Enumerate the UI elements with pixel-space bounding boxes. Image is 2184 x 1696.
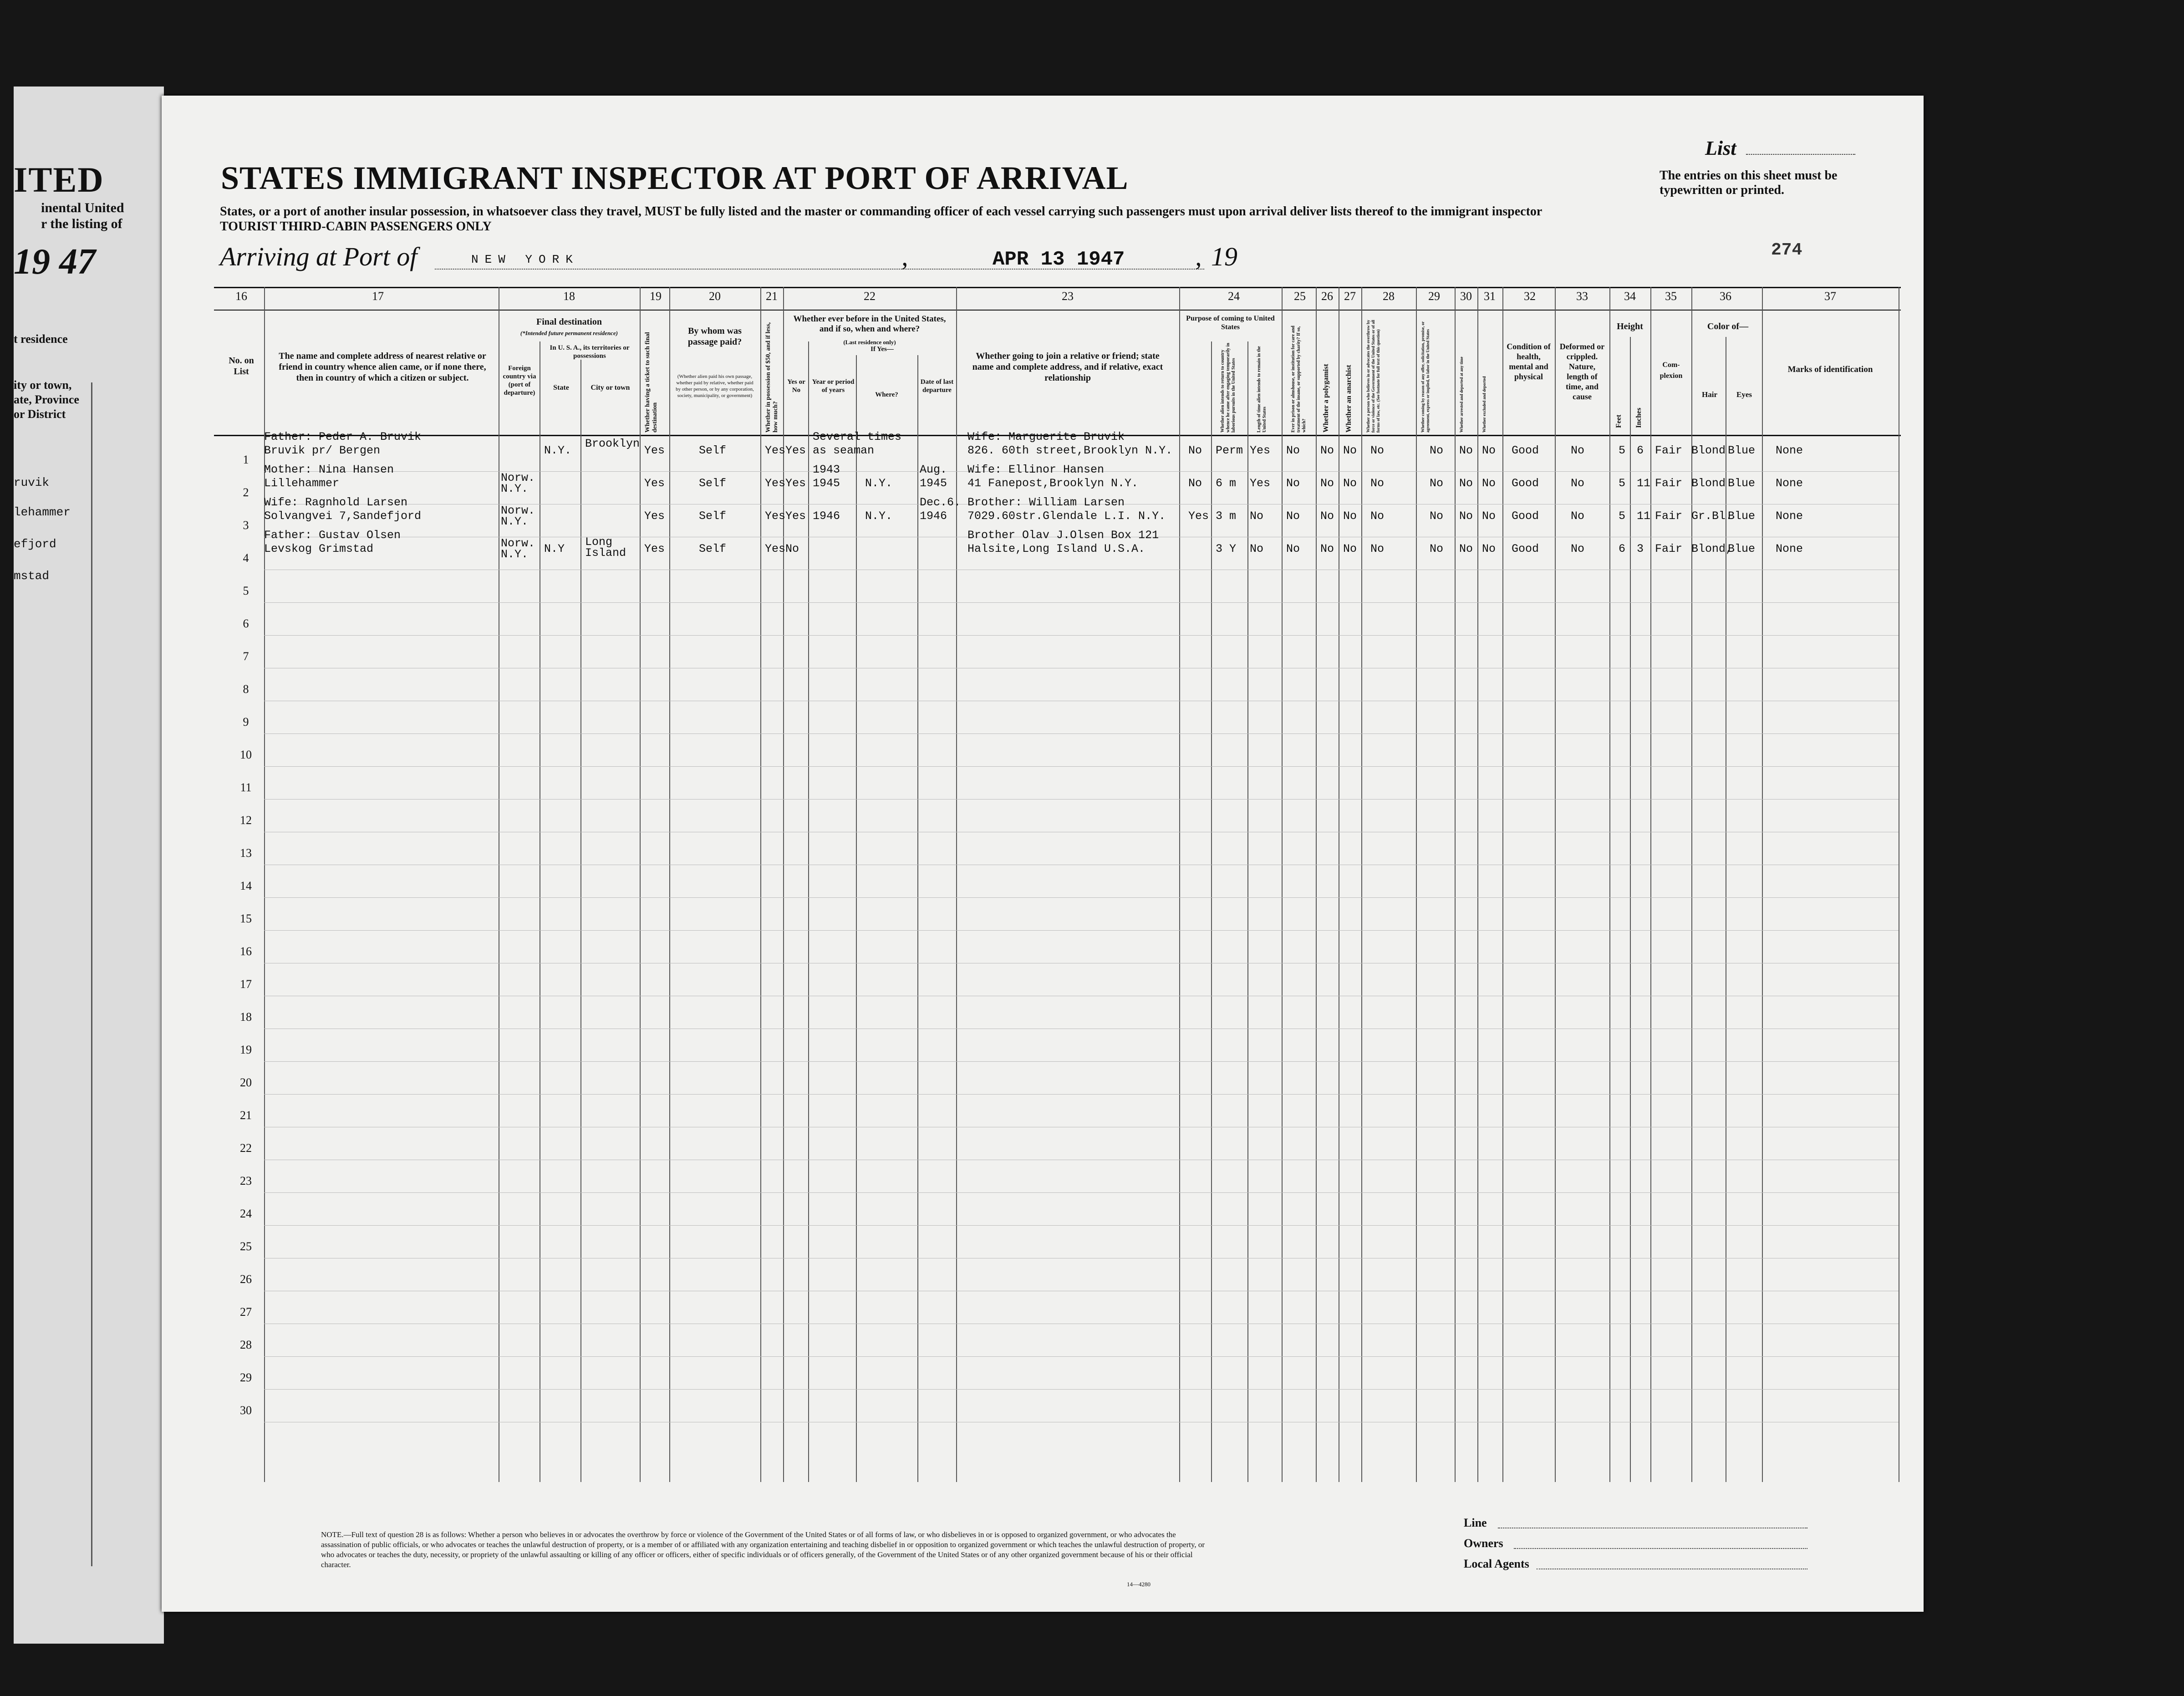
header-polygamist: Whether a polygamist [1322, 364, 1330, 433]
colnum-29: 29 [1428, 290, 1440, 303]
row-number: 23 [240, 1174, 252, 1187]
colnum-20: 20 [709, 290, 721, 303]
cell-foreign2: N.Y. [501, 515, 529, 528]
header-city: City or town [591, 384, 630, 392]
cell-relative2: Lillehammer [264, 477, 340, 490]
cell-where: N.Y. [865, 477, 893, 490]
left-residence-4: mstad [14, 569, 50, 583]
row-number: 18 [240, 1010, 252, 1024]
row-number: 1 [243, 453, 249, 466]
cell-c31: No [1482, 509, 1496, 523]
cell-hair: Blond [1691, 477, 1726, 490]
cell-join1: Brother Olav J.Olsen Box 121 [967, 529, 1159, 542]
cell-city: Brooklyn [585, 437, 640, 450]
colnum-30: 30 [1460, 290, 1472, 303]
col-divider [1179, 287, 1180, 1482]
row-rule [264, 897, 1899, 898]
form-code: 14—4280 [1127, 1581, 1151, 1588]
manifest-page [162, 96, 1924, 1612]
row-number: 10 [240, 748, 252, 761]
header-passage-note: (Whether alien paid his own passage, whether paid by relative, whether paid by other person, or by any corporation, society, municipality, or government) [676, 374, 754, 398]
cell-prison: No [1286, 509, 1300, 523]
colnum-28: 28 [1383, 290, 1395, 303]
cell-c29: No [1430, 444, 1444, 457]
row-number: 24 [240, 1207, 252, 1220]
colnum-34: 34 [1624, 290, 1636, 303]
col-divider [580, 360, 581, 1482]
header-final-destination: Final destination [536, 317, 602, 327]
header-col29: Whether coming by reason of any offer, solicitation, promise, or agreement, express or implied, to labor in the United States [1420, 321, 1430, 433]
cell-complexion: Fair [1655, 477, 1683, 490]
colnum-37: 37 [1824, 290, 1836, 303]
manifest-table [214, 287, 1901, 1482]
cell-c29: No [1430, 509, 1444, 523]
row-number: 4 [243, 551, 249, 565]
left-residence-header: t residence [14, 332, 68, 346]
cell-relative1: Father: Peder A. Bruvik [264, 430, 422, 443]
col-divider [1247, 341, 1248, 1482]
owners-field [1514, 1548, 1807, 1549]
col-divider [1555, 287, 1556, 1482]
cell-feet: 5 [1619, 477, 1626, 490]
header-if-yes: If Yes— [871, 346, 894, 353]
header-purpose: Purpose of coming to United States [1186, 315, 1275, 331]
cell-c31: No [1482, 542, 1496, 555]
colnum-35: 35 [1665, 290, 1677, 303]
cell-period2: as seaman [813, 444, 875, 457]
row-number: 16 [240, 945, 252, 958]
cell-poly: No [1320, 444, 1334, 457]
row-number: 12 [240, 814, 252, 827]
header-col30: Whether arrested and deported at any time [1459, 357, 1464, 433]
cell-eyes: Blue [1728, 509, 1756, 523]
cell-ticket: Yes [644, 444, 665, 457]
cell-anar: No [1343, 509, 1357, 523]
left-page-fragment [14, 87, 164, 1644]
cell-p-a: No [1188, 477, 1202, 490]
owners-label: Owners [1464, 1537, 1503, 1550]
col-divider [669, 287, 670, 1482]
colnum-16: 16 [235, 290, 247, 303]
cell-join1: Wife: Ellinor Hansen [967, 463, 1105, 476]
left-residence-1: ruvik [14, 476, 50, 489]
cell-inches: 11 [1637, 477, 1651, 490]
cell-inches: 11 [1637, 509, 1651, 523]
header-relative-abroad: The name and complete address of nearest relative or friend in country whence alien came, or if none there, then in country of which a citizen or subject. [279, 351, 486, 383]
row-number: 21 [240, 1109, 252, 1122]
cell-fifty: Yes [765, 477, 786, 490]
header-health: Condition of health, mental and physical [1507, 342, 1551, 381]
header-ticket: Whether having a ticket to such final destination [644, 332, 658, 433]
cell-c28: No [1370, 444, 1385, 457]
row-number: 29 [240, 1371, 252, 1384]
row-number: 26 [240, 1273, 252, 1286]
tourist-class-line: TOURIST THIRD-CABIN PASSENGERS ONLY [220, 219, 492, 234]
cell-anar: No [1343, 477, 1357, 490]
row-number: 20 [240, 1076, 252, 1089]
colnum-22: 22 [864, 290, 876, 303]
col-divider [1361, 287, 1362, 1482]
cell-eyes: Blue [1728, 542, 1756, 555]
cell-city2: Island [585, 546, 626, 560]
colnum-21: 21 [766, 290, 778, 303]
colnum-33: 33 [1576, 290, 1588, 303]
cell-relative2: Levskog Grimstad [264, 542, 374, 555]
cell-c30: No [1459, 509, 1473, 523]
cell-depart1: Aug. [920, 463, 947, 476]
header-deformed: Deformed or crippled. Nature, length of time, and cause [1559, 342, 1605, 401]
header-foreign-country: Foreign country via (port of departure) [503, 365, 536, 397]
header-where: Where? [875, 391, 898, 398]
row-number: 7 [243, 650, 249, 663]
cell-join1: Brother: William Larsen [967, 496, 1125, 509]
row-number: 5 [243, 584, 249, 597]
row-number: 3 [243, 519, 249, 532]
colnum-25: 25 [1294, 290, 1306, 303]
colnum-17: 17 [372, 290, 384, 303]
colnum-rule [214, 310, 1901, 311]
colnum-24: 24 [1228, 290, 1240, 303]
local-agents-label: Local Agents [1464, 1557, 1529, 1570]
row-rule [264, 766, 1899, 767]
cell-relative1: Father: Gustav Olsen [264, 529, 401, 542]
cell-marks: None [1776, 509, 1803, 523]
row-number: 9 [243, 715, 249, 728]
cell-eyes: Blue [1728, 477, 1756, 490]
row-number: 25 [240, 1240, 252, 1253]
cell-p-c: No [1250, 509, 1264, 523]
cell-marks: None [1776, 444, 1803, 457]
header-inches: Inches [1635, 407, 1643, 428]
col-divider [1691, 287, 1692, 1482]
colnum-31: 31 [1484, 290, 1496, 303]
cell-depart2: 1946 [920, 509, 947, 523]
left-residence-2: lehammer [14, 505, 71, 519]
header-state: State [553, 384, 569, 392]
cell-fifty: Yes [765, 509, 786, 523]
cell-relative1: Mother: Nina Hansen [264, 463, 394, 476]
cell-ticket: Yes [644, 542, 665, 555]
header-hair: Hair [1702, 390, 1717, 399]
table-top-rule [214, 287, 1901, 288]
cell-p-a: No [1188, 444, 1202, 457]
cell-depart2: 1945 [920, 477, 947, 490]
col-divider [640, 287, 641, 1482]
cell-foreign2: N.Y. [501, 482, 529, 495]
colnum-32: 32 [1524, 290, 1536, 303]
header-purpose-b: Length of time alien intends to remain in the United States [1257, 346, 1267, 433]
cell-c28: No [1370, 542, 1385, 555]
cell-feet: 5 [1619, 444, 1626, 457]
header-ever-before: Whether ever before in the United States, and if so, when and where? [793, 314, 946, 334]
cell-c28: No [1370, 509, 1385, 523]
cell-period2: 1946 [813, 509, 840, 523]
comma-1: , [901, 242, 908, 271]
col-divider [783, 287, 784, 1482]
cell-deformed: No [1571, 477, 1585, 490]
date-line [917, 269, 1204, 270]
row-rule [264, 635, 1899, 636]
row-rule [264, 1356, 1899, 1357]
cell-relative1: Wife: Ragnhold Larsen [264, 496, 408, 509]
instructions: The entries on this sheet must be typewritten or printed. [1660, 168, 1838, 197]
list-number-line [1746, 154, 1855, 155]
col-divider [760, 287, 761, 1482]
row-number: 28 [240, 1338, 252, 1351]
cell-p-b: 3 Y [1216, 542, 1237, 555]
cell-c31: No [1482, 444, 1496, 457]
colnum-26: 26 [1321, 290, 1333, 303]
cell-health: Good [1512, 444, 1539, 457]
page-title: STATES IMMIGRANT INSPECTOR AT PORT OF ARRIVAL [221, 160, 1129, 196]
cell-eyes: Blue [1728, 444, 1756, 457]
cell-p-c: No [1250, 542, 1264, 555]
row-number: 22 [240, 1141, 252, 1155]
row-rule [264, 930, 1899, 931]
cell-period2: 1945 [813, 477, 840, 490]
colnum-23: 23 [1062, 290, 1074, 303]
cell-state: N.Y [544, 542, 565, 555]
cell-relative2: Solvangvei 7,Sandefjord [264, 509, 422, 523]
cell-join2: 826. 60th street,Brooklyn N.Y. [967, 444, 1173, 457]
list-label: List [1705, 137, 1736, 159]
cell-hair: Blond, [1691, 542, 1733, 555]
header-fifty-dollars: Whether in possession of $50, and if less, how much? [765, 322, 779, 433]
cell-foreign: Norw. [501, 537, 535, 550]
row-rule [264, 733, 1899, 734]
cell-poly: No [1320, 477, 1334, 490]
row-number: 30 [240, 1404, 252, 1417]
cell-prison: No [1286, 477, 1300, 490]
cell-c30: No [1459, 542, 1473, 555]
cell-complexion: Fair [1655, 509, 1683, 523]
row-number: 17 [240, 978, 252, 991]
cell-hair: Gr.Bl. [1691, 509, 1733, 523]
header-feet: Feet [1615, 414, 1623, 428]
arrival-date-stamp: APR 13 1947 [993, 248, 1125, 271]
col-divider [1282, 287, 1283, 1482]
cell-feet: 6 [1619, 542, 1626, 555]
page-subtitle: States, or a port of another insular possession, in whatsoever class they travel, MUST be fully listed and the master or commanding officer of each vessel carrying such passengers must upon arrival deliver lists thereof to the immigrant inspector [220, 204, 1543, 219]
cell-complexion: Fair [1655, 444, 1683, 457]
cell-period1: Several times [813, 430, 902, 443]
header-yes-no: Yes or No [787, 378, 805, 394]
row-number: 19 [240, 1043, 252, 1056]
cell-c28: No [1370, 477, 1385, 490]
header-height: Height [1617, 321, 1643, 331]
header-prison: Ever in prison or almshouse, or institution for care and treatment of the insane, or supported by charity? If so, which? [1291, 326, 1307, 433]
cell-p-b: 6 m [1216, 477, 1237, 490]
row-rule [264, 1192, 1899, 1193]
left-page-year: 19 47 [14, 242, 96, 282]
row-number: 2 [243, 486, 249, 499]
col-divider [1316, 287, 1317, 1482]
header-col28: Whether a person who believes in or advocates the overthrow by force or violence of the Government of the United States or of all forms of law, etc. (See footnote for full text of this question) [1366, 320, 1380, 433]
row-rule [264, 602, 1899, 603]
arriving-label: Arriving at Port of [220, 242, 417, 271]
cell-deformed: No [1571, 509, 1585, 523]
cell-p-b: 3 m [1216, 509, 1237, 523]
header-eyes: Eyes [1736, 390, 1752, 399]
cell-c30: No [1459, 444, 1473, 457]
cell-where: N.Y. [865, 509, 893, 523]
row-rule [264, 799, 1899, 800]
cell-city: Long [585, 535, 613, 549]
header-last-residence-only: (Last residence only) [843, 339, 896, 346]
col-divider [856, 355, 857, 1482]
col-divider [956, 287, 957, 1482]
cell-c29: No [1430, 477, 1444, 490]
cell-inches: 3 [1637, 542, 1644, 555]
left-residence-3: efjord [14, 537, 56, 551]
cell-anar: No [1343, 444, 1357, 457]
left-page-title: ITED [14, 160, 104, 199]
cell-prison: No [1286, 542, 1300, 555]
cell-paid: Self [699, 477, 727, 490]
cell-depart1: Dec.6. [920, 496, 961, 509]
cell-hair: Blond [1691, 444, 1726, 457]
header-year-period: Year or period of years [812, 378, 855, 394]
col-divider [1609, 287, 1610, 1482]
cell-c29: No [1430, 542, 1444, 555]
row-rule [264, 1389, 1899, 1390]
cell-health: Good [1512, 477, 1539, 490]
row-number: 15 [240, 912, 252, 925]
left-page-subtitle-2: r the listing of [41, 216, 122, 231]
cell-foreign2: N.Y. [501, 548, 529, 561]
port-of-arrival: NEW YORK [471, 253, 579, 266]
col-divider [1455, 287, 1456, 1482]
header-in-usa: In U. S. A., its territories or possessions [550, 344, 630, 360]
cell-paid: Self [699, 542, 727, 555]
left-column-divider [91, 382, 92, 1566]
row-number: 11 [240, 781, 252, 794]
cell-join2: 41 Fanepost,Brooklyn N.Y. [967, 477, 1139, 490]
col-divider [1630, 337, 1631, 1482]
cell-before: Yes [785, 444, 806, 457]
col-divider [1477, 287, 1478, 1482]
left-page-subtitle-1: inental United [41, 200, 124, 215]
cell-anar: No [1343, 542, 1357, 555]
row-number: 8 [243, 682, 249, 696]
comma-2: , [1195, 242, 1202, 271]
row-rule [264, 1225, 1899, 1226]
header-complexion: Com-plexion [1660, 361, 1683, 380]
cell-paid: Self [699, 509, 727, 523]
header-anarchist: Whether an anarchist [1345, 365, 1353, 433]
footnote: NOTE.—Full text of question 28 is as follows: Whether a person who believes in or advocates the overthrow by force or violence of the Government of the United States or of all forms of law, or who disbelieves in or is opposed to organized government, or who advocates the assassination of public officials, or who advocates or teaches the unlawful destruction of property, or is a member of or affiliated with any organization entertaining and teaching disbelief in or opposition to organized government or which teaches the unlawful destruction of property, or who advocates or teaches the duty, necessity, or propriety of the unlawful assaulting or killing of any officer or officers, either of specific individuals or of officers generally, of the Government of the United States or of any other organized government because of his or their official character. [321, 1530, 1205, 1569]
cell-join1: Wife: Marguerite Bruvik [967, 430, 1125, 443]
line-label: Line [1464, 1516, 1487, 1529]
cell-fifty: Yes [765, 542, 786, 555]
cell-p-a: Yes [1188, 509, 1209, 523]
col-divider [917, 355, 918, 1482]
cell-inches: 6 [1637, 444, 1644, 457]
cell-before: Yes [785, 477, 806, 490]
col-divider [1650, 287, 1651, 1482]
row-number: 13 [240, 846, 252, 860]
cell-prison: No [1286, 444, 1300, 457]
cell-before: Yes [785, 509, 806, 523]
cell-ticket: Yes [644, 509, 665, 523]
row-number: 27 [240, 1305, 252, 1319]
row-number: 14 [240, 879, 252, 892]
cell-p-c: Yes [1250, 477, 1271, 490]
row-number: 6 [243, 617, 249, 630]
cell-feet: 5 [1619, 509, 1626, 523]
cell-c30: No [1459, 477, 1473, 490]
colnum-18: 18 [563, 290, 575, 303]
cell-poly: No [1320, 509, 1334, 523]
cell-deformed: No [1571, 542, 1585, 555]
cell-c31: No [1482, 477, 1496, 490]
col-divider [1762, 287, 1763, 1482]
colnum-19: 19 [650, 290, 662, 303]
header-final-destination-note: (*Intended future permanent residence) [520, 330, 618, 336]
header-date-departure: Date of last departure [920, 378, 954, 394]
page-number-stamp: 274 [1771, 240, 1802, 260]
colnum-27: 27 [1344, 290, 1356, 303]
cell-complexion: Fair [1655, 542, 1683, 555]
col-divider [1211, 341, 1212, 1482]
left-residence-subheader: ity or town, ate, Province or District [14, 378, 79, 421]
cell-join2: Halsite,Long Island U.S.A. [967, 542, 1145, 555]
cell-period1: 1943 [813, 463, 840, 476]
cell-relative2: Bruvik pr/ Bergen [264, 444, 381, 457]
header-no-on-list: No. on List [229, 356, 254, 377]
header-purpose-a: Whether alien intends to return to country whence he came after engaging temporarily in laborious pursuits in the United States [1220, 343, 1236, 433]
header-passage-paid: By whom was passage paid? [687, 326, 742, 347]
cell-p-b: Perm [1216, 444, 1243, 457]
cell-deformed: No [1571, 444, 1585, 457]
cell-paid: Self [699, 444, 727, 457]
header-color-of: Color of— [1707, 321, 1749, 331]
year-prefix: 19 [1211, 242, 1237, 271]
cell-ticket: Yes [644, 477, 665, 490]
cell-marks: None [1776, 477, 1803, 490]
cell-marks: None [1776, 542, 1803, 555]
cell-state: N.Y. [544, 444, 572, 457]
cell-join2: 7029.60str.Glendale L.I. N.Y. [967, 509, 1166, 523]
colnum-36: 36 [1720, 290, 1731, 303]
header-joining: Whether going to join a relative or friend; state name and complete address, and if relative, exact relationship [972, 351, 1163, 383]
cell-health: Good [1512, 542, 1539, 555]
cell-before: No [785, 542, 799, 555]
header-marks: Marks of identification [1787, 365, 1873, 374]
cell-foreign: Norw. [501, 471, 535, 484]
cell-poly: No [1320, 542, 1334, 555]
row-rule [264, 1061, 1899, 1062]
col-divider [1502, 287, 1503, 1482]
cell-health: Good [1512, 509, 1539, 523]
cell-foreign: Norw. [501, 504, 535, 517]
row-rule [264, 1094, 1899, 1095]
header-col31: Whether excluded and deported [1482, 376, 1487, 433]
cell-p-c: Yes [1250, 444, 1271, 457]
cell-fifty: Yes [765, 444, 786, 457]
col-divider [808, 341, 809, 1482]
col-divider [1416, 287, 1417, 1482]
